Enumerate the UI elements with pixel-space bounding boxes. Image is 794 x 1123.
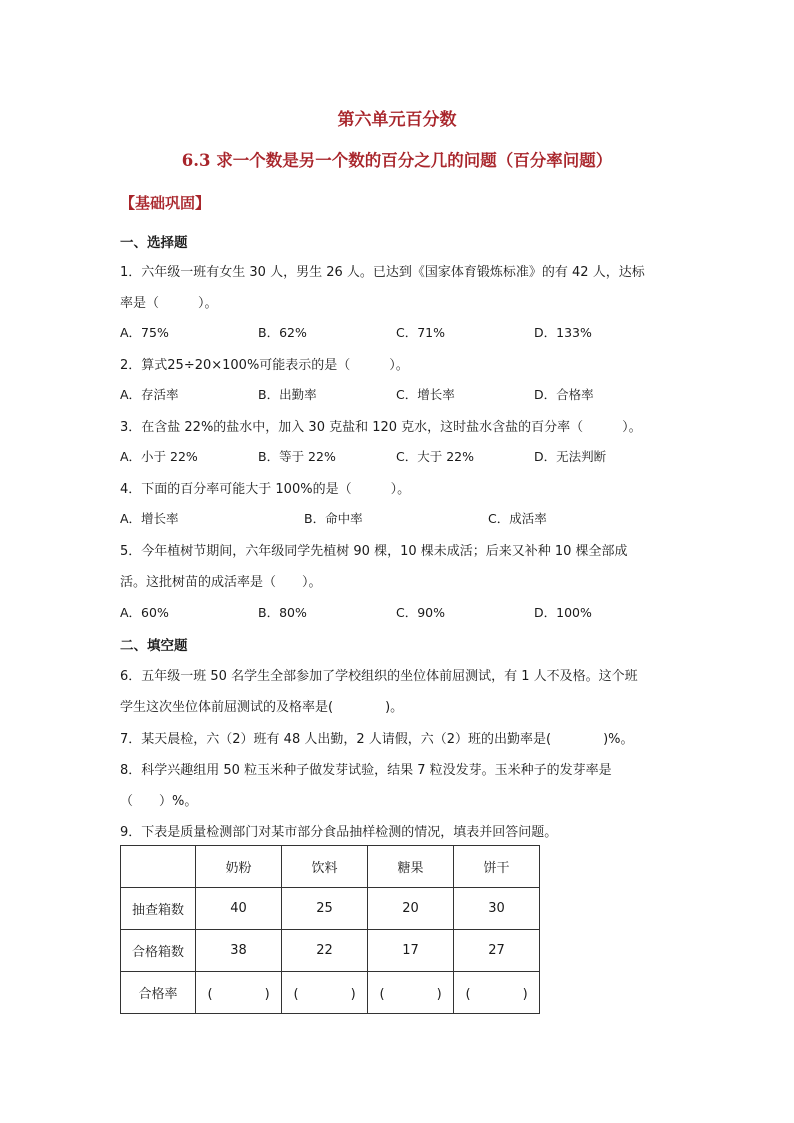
table-answer-cell[interactable] (196, 972, 282, 1014)
lesson-subtitle: 6.3 求一个数是另一个数的百分之几的问题（百分率问题） (181, 151, 613, 170)
q3-option-c: C．大于 22% (396, 449, 474, 464)
q3-option-b: B．等于 22% (258, 449, 336, 464)
q1-text-line1: 1．六年级一班有女生 30 人，男生 26 人。已达到《国家体育锻炼标准》的有 42 人，达标 (120, 265, 645, 280)
q2-option-a: A．存活率 (120, 387, 179, 402)
table-cell: 30 (454, 888, 540, 930)
page-title: 第六单元百分数 (337, 110, 457, 130)
table-cell: 22 (282, 930, 368, 972)
q3-text-line1: 3．在含盐 22%的盐水中，加入 30 克盐和 120 克水，这时盐水含盐的百分率（ ）。 (120, 420, 642, 435)
table-corner-cell (121, 846, 196, 888)
q5-text-line2: 活。这批树苗的成活率是（ ）。 (120, 575, 322, 590)
q5-option-b: B．80% (258, 605, 307, 620)
q2-text-line1: 2．算式25÷20×100%可能表示的是（ ）。 (120, 358, 409, 373)
table-cell: 17 (368, 930, 454, 972)
q2-option-c: C．增长率 (396, 387, 455, 402)
section-label: 【基础巩固】 (120, 194, 211, 212)
table-row-label: 合格率 (121, 972, 196, 1014)
answer-blank: ( ) (465, 987, 528, 1002)
q6-text-line1: 6．五年级一班 50 名学生全部参加了学校组织的坐位体前屈测试，有 1 人不及格。这个班 (120, 669, 638, 684)
q1-option-d: D．133% (534, 325, 592, 340)
q1-option-a: A．75% (120, 325, 169, 340)
table-row-label: 抽查箱数 (121, 888, 196, 930)
q2-option-b: B．出勤率 (258, 387, 317, 402)
q4-option-b: B．命中率 (304, 511, 363, 526)
q2-option-d: D．合格率 (534, 387, 594, 402)
q5-option-a: A．60% (120, 605, 169, 620)
table-cell: 38 (196, 930, 282, 972)
q8-text-line2: （ ）%。 (120, 794, 198, 809)
table-cell: 27 (454, 930, 540, 972)
q7-text-line1: 7．某天晨检，六（2）班有 48 人出勤，2 人请假，六（2）班的出勤率是( )%。 (120, 732, 634, 747)
table-header-cell: 饼干 (454, 846, 540, 888)
q1-option-c: C．71% (396, 325, 446, 340)
table-answer-cell[interactable] (454, 972, 540, 1014)
table-row (121, 888, 540, 930)
q4-text-line1: 4．下面的百分率可能大于 100%的是（ ）。 (120, 482, 411, 497)
q5-text-line1: 5．今年植树节期间，六年级同学先植树 90 棵，10 棵未成活；后来又补种 10 棵全部成 (120, 544, 628, 559)
table-header-cell: 糖果 (368, 846, 454, 888)
q3-option-a: A．小于 22% (120, 449, 198, 464)
table-cell: 20 (368, 888, 454, 930)
table-row (121, 930, 540, 972)
answer-blank: ( ) (293, 987, 356, 1002)
part2-heading: 二、填空题 (120, 638, 188, 654)
q1-text-line2: 率是（ ）。 (120, 296, 218, 311)
table-header-cell: 奶粉 (196, 846, 282, 888)
q3-option-d: D．无法判断 (534, 449, 607, 464)
answer-blank: ( ) (207, 987, 270, 1002)
q5-option-c: C．90% (396, 605, 446, 620)
table-header-row (121, 846, 540, 888)
table-answer-cell[interactable] (282, 972, 368, 1014)
q1-option-b: B．62% (258, 325, 307, 340)
table-cell: 40 (196, 888, 282, 930)
q4-option-c: C．成活率 (488, 511, 547, 526)
table-row (121, 972, 540, 1014)
table-cell: 25 (282, 888, 368, 930)
q8-text-line1: 8．科学兴趣组用 50 粒玉米种子做发芽试验，结果 7 粒没发芽。玉米种子的发芽率是 (120, 763, 612, 778)
table-row-label: 合格箱数 (121, 930, 196, 972)
q9-text-line1: 9．下表是质量检测部门对某市部分食品抽样检测的情况，填表并回答问题。 (120, 825, 558, 840)
inspection-table (120, 845, 540, 1014)
part1-heading: 一、选择题 (120, 235, 188, 251)
table-header-cell: 饮料 (282, 846, 368, 888)
table-answer-cell[interactable] (368, 972, 454, 1014)
q4-option-a: A．增长率 (120, 511, 179, 526)
q5-option-d: D．100% (534, 605, 592, 620)
answer-blank: ( ) (379, 987, 442, 1002)
q6-text-line2: 学生这次坐位体前屈测试的及格率是( )。 (120, 700, 404, 715)
